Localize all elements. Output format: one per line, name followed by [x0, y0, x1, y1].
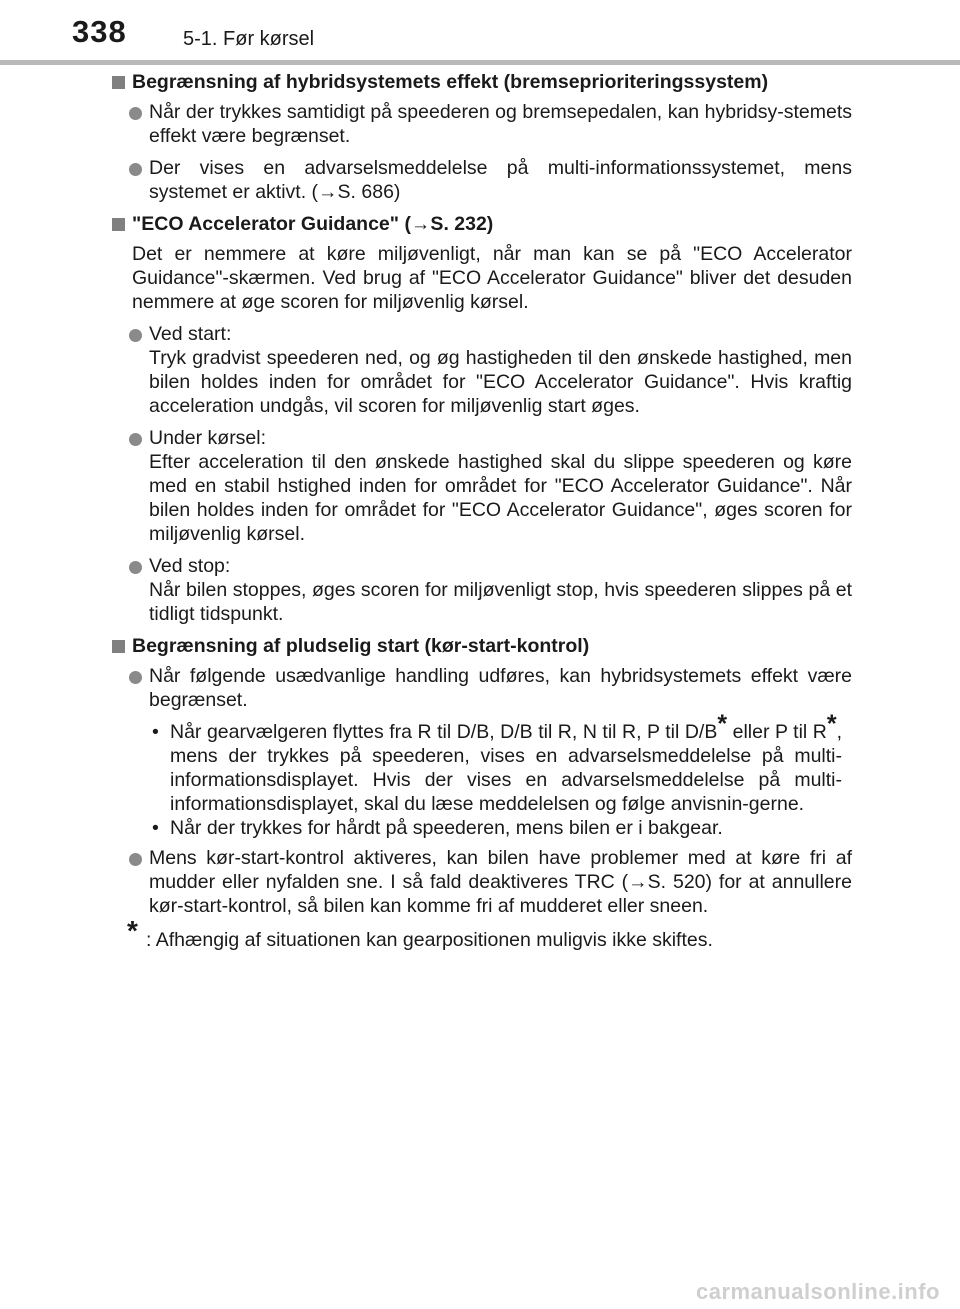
bullet-item [112, 156, 852, 204]
sub-item [112, 816, 852, 840]
sub-text: Når der trykkes for hårdt på speederen, mens bilen er i bakgear. [170, 817, 723, 839]
page-content [112, 70, 852, 952]
page-number: 338 [72, 14, 127, 49]
footnote [112, 915, 852, 952]
section-heading [112, 212, 852, 236]
circle-bullet-icon [129, 163, 142, 176]
bullet-text: Mens kør-start-kontrol aktiveres, kan bilen have problemer med at køre fri af mudder eller nyfalden sne. I så fald deaktiveres TRC (→S. 520) for at annullere kør-start-kontrol, så bilen kan komme fri af mudderet eller sneen. [149, 847, 852, 917]
circle-bullet-icon [129, 433, 142, 446]
bullet-text: Når følgende usædvanlige handling udføres, kan hybridsystemets effekt være begrænset. [149, 665, 852, 711]
bullet-text: Efter acceleration til den ønskede hastighed skal du slippe speederen og køre med en stabil hstighed inden for området for "ECO Accelerator Guidance". Når bilen holdes inden for området for "ECO Accelerator Guidance", øges scoren for miljøvenlig kørsel. [149, 451, 852, 545]
bullet-title: Ved start: [149, 323, 232, 345]
asterisk-mark: * [717, 710, 728, 738]
bullet-item [112, 322, 852, 418]
section-title: 5-1. Før kørsel [183, 28, 315, 50]
header-rule [0, 60, 960, 65]
sub-bullet-marker: • [152, 817, 159, 839]
page-header [0, 0, 960, 64]
bullet-item [112, 426, 852, 546]
sub-bullet-marker: • [152, 721, 159, 743]
sub-text-part: , mens der trykkes på speederen, vises en advarselsmeddelelse på multi-informationsdisplayet. Hvis der vises en advarselsmeddelelse på multi-informationsdisplayet, skal du læse meddelelsen og følge anvisnin-gerne. [170, 721, 843, 815]
sub-text-part: Når gearvælgeren flyttes fra R til D/B, D/B til R, N til R, P til D/B [170, 721, 718, 743]
section-heading [112, 634, 852, 658]
heading-text: Begrænsning af pludselig start (kør-start-kontrol) [132, 635, 590, 657]
circle-bullet-icon [129, 107, 142, 120]
footnote-asterisk: * [127, 915, 138, 946]
bullet-item [112, 554, 852, 626]
bullet-title: Under kørsel: [149, 427, 267, 449]
sub-text-part: eller P til R [727, 721, 827, 743]
intro-paragraph: Det er nemmere at køre miljøvenligt, når man kan se på "ECO Accelerator Guidance"-skærmen. Ved brug af "ECO Accelerator Guidance" bliver det desuden nemmere at øge scoren for miljøvenlig kørsel. [132, 243, 852, 313]
circle-bullet-icon [129, 853, 142, 866]
sub-item [112, 710, 852, 816]
heading-text: "ECO Accelerator Guidance" (→S. 232) [132, 213, 494, 235]
square-bullet-icon [112, 76, 125, 89]
bullet-title: Ved stop: [149, 555, 231, 577]
bullet-text: Når bilen stoppes, øges scoren for miljøvenligt stop, hvis speederen slippes på et tidligt tidspunkt. [149, 579, 852, 625]
asterisk-mark: * [826, 710, 837, 738]
bullet-item [112, 846, 852, 918]
heading-text: Begrænsning af hybridsystemets effekt (bremseprioriteringssystem) [132, 71, 769, 93]
square-bullet-icon [112, 218, 125, 231]
circle-bullet-icon [129, 561, 142, 574]
footnote-text: : Afhængig af situationen kan gearpositionen muligvis ikke skiftes. [146, 929, 713, 951]
section-heading [112, 70, 852, 94]
circle-bullet-icon [129, 671, 142, 684]
bullet-text: Når der trykkes samtidigt på speederen og bremsepedalen, kan hybridsy-stemets effekt være begrænset. [149, 101, 852, 147]
bullet-item [112, 664, 852, 712]
watermark: carmanualsonline.info [696, 1279, 940, 1304]
bullet-text: Tryk gradvist speederen ned, og øg hastigheden til den ønskede hastighed, men bilen holdes inden for området for "ECO Accelerator Guidance". Hvis kraftig acceleration undgås, vil scoren for miljøvenlig start øges. [149, 347, 852, 417]
bullet-item [112, 100, 852, 148]
circle-bullet-icon [129, 329, 142, 342]
bullet-text: Der vises en advarselsmeddelelse på multi-informationssystemet, mens systemet er aktivt. (→S. 686) [149, 157, 852, 203]
square-bullet-icon [112, 640, 125, 653]
